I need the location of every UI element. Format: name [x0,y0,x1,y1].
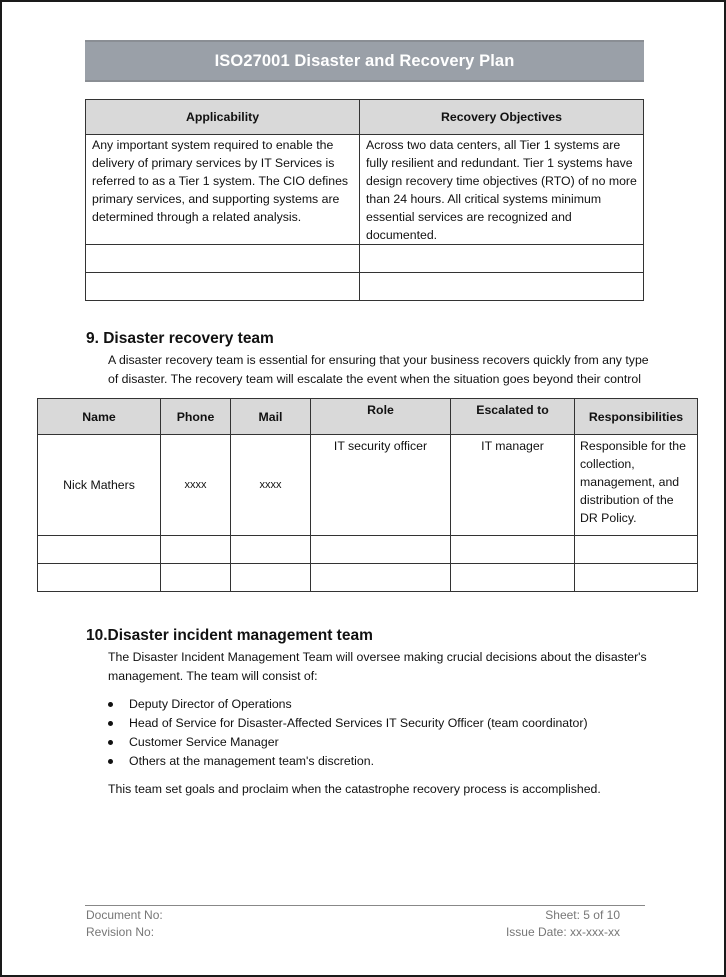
footer-divider [85,905,645,906]
table-row [86,135,644,245]
table-row [86,273,644,301]
empty-cell [451,564,575,592]
table-row [38,435,698,536]
list-item: Deputy Director of Operations [108,695,588,714]
footer-sheet: Sheet: 5 of 10 [545,908,620,922]
section-9-paragraph-line-1: A disaster recovery team is essential for ensuring that your business recovers quickly from any type [108,353,649,367]
empty-cell [360,245,644,273]
table-row [38,536,698,564]
recovery-team-table [37,398,698,592]
name-cell: Nick Mathers [38,435,161,536]
empty-cell [86,245,360,273]
header-recovery-objectives: Recovery Objectives [360,100,644,135]
bullet-icon [108,702,113,707]
empty-cell [575,564,698,592]
header-responsibilities: Responsibilities [575,399,698,435]
header-mail: Mail [231,399,311,435]
list-item: Others at the management team's discretion. [108,752,588,771]
empty-cell [451,536,575,564]
objectives-table [85,99,644,301]
bullet-icon [108,740,113,745]
escalated-to-cell: IT manager [451,435,575,536]
footer-revision-no: Revision No: [86,925,155,939]
footer-document-no: Document No: [86,908,163,922]
table-header-row [86,100,644,135]
section-9-heading: 9. Disaster recovery team [86,330,274,347]
list-item: Customer Service Manager [108,733,588,752]
empty-cell [86,273,360,301]
bullet-icon [108,759,113,764]
empty-cell [360,273,644,301]
phone-cell: xxxx [161,435,231,536]
empty-cell [575,536,698,564]
empty-cell [311,564,451,592]
bullet-icon [108,721,113,726]
table-row [38,564,698,592]
header-role: Role [311,399,451,435]
empty-cell [38,536,161,564]
empty-cell [311,536,451,564]
empty-cell [231,564,311,592]
empty-cell [161,564,231,592]
mail-cell: xxxx [231,435,311,536]
empty-cell [38,564,161,592]
footer-issue-date: Issue Date: xx-xxx-xx [505,925,620,939]
empty-cell [161,536,231,564]
section-10-heading: 10.Disaster incident management team [86,627,373,644]
section-10-paragraph-line-2: management. The team will consist of: [108,669,318,683]
section-9-paragraph-line-2: of disaster. The recovery team will escalate the event when the situation goes beyond their control [108,372,641,386]
applicability-cell: Any important system required to enable the delivery of primary services by IT Services is referred to as a Tier 1 system. The CIO defines primary services, and supporting systems are determined through a related analysis. [86,135,360,245]
table-header-row [38,399,698,435]
section-10-paragraph-line-1: The Disaster Incident Management Team will oversee making crucial decisions about the disaster's [108,650,647,664]
header-phone: Phone [161,399,231,435]
section-10-closing: This team set goals and proclaim when the catastrophe recovery process is accomplished. [108,782,601,796]
header-name: Name [38,399,161,435]
role-cell: IT security officer [311,435,451,536]
recovery-objectives-cell: Across two data centers, all Tier 1 systems are fully resilient and redundant. Tier 1 systems have design recovery time objectives (RTO) of no more than 24 hours. All critical systems minimum essential services are recognized and documented. [360,135,644,245]
document-title: ISO27001 Disaster and Recovery Plan [85,40,644,82]
responsibilities-cell: Responsible for the collection, management, and distribution of the DR Policy. [575,435,698,536]
empty-cell [231,536,311,564]
header-applicability: Applicability [86,100,360,135]
table-row [86,245,644,273]
header-escalated-to: Escalated to [451,399,575,435]
team-members-list [108,695,588,771]
list-item: Head of Service for Disaster-Affected Services IT Security Officer (team coordinator) [108,714,588,733]
